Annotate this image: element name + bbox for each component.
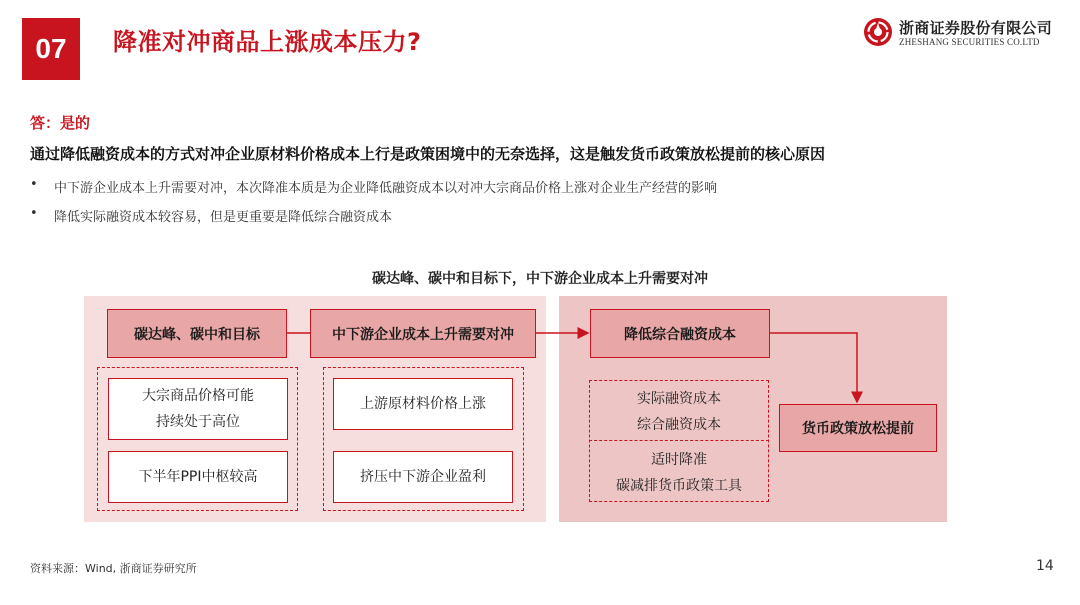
- reduce-financing-cost-box: 降低综合融资成本: [590, 309, 770, 358]
- total-financing-cost-text: 综合融资成本: [637, 417, 721, 433]
- profit-squeeze-text: 挤压中下游企业盈利: [360, 469, 486, 485]
- cost-rise-box: 中下游企业成本上升需要对冲: [310, 309, 536, 358]
- financing-cost-list: [589, 386, 769, 438]
- bullet-item: [30, 206, 392, 225]
- company-name-en: ZHESHANG SECURITIES CO.LTD: [899, 37, 1040, 47]
- carbon-goal-box: 碳达峰、碳中和目标: [107, 309, 287, 358]
- zheshang-logo-icon: [863, 17, 893, 47]
- diagram-title: 碳达峰、碳中和目标下，中下游企业成本上升需要对冲: [372, 271, 708, 287]
- page-number: 14: [1036, 558, 1054, 574]
- monetary-easing-box: 货币政策放松提前: [779, 404, 937, 452]
- bullet-text: 降低实际融资成本较容易，但是更重要是降低综合融资成本: [54, 210, 393, 225]
- raw-material-text: 上游原材料价格上涨: [360, 396, 486, 412]
- section-number-badge: 07: [22, 18, 80, 80]
- ppi-text: 下半年PPI中枢较高: [138, 469, 258, 485]
- headline-text: 通过降低融资成本的方式对冲企业原材料价格成本上行是政策困境中的无奈选择，这是触发货币政策放松提前的核心原因: [30, 145, 826, 163]
- commodity-price-line2: 持续处于高位: [156, 414, 240, 430]
- bullet-dot: •: [30, 206, 38, 221]
- commodity-price-line1: 大宗商品价格可能: [142, 388, 254, 404]
- ppi-box: [108, 451, 288, 503]
- raw-material-box: [333, 378, 513, 430]
- source-note: 资料来源：Wind, 浙商证券研究所: [30, 562, 197, 575]
- page-title: 降准对冲商品上涨成本压力?: [113, 28, 422, 56]
- rrr-cut-text: 适时降准: [651, 452, 707, 468]
- company-name-cn: 浙商证券股份有限公司: [899, 19, 1053, 37]
- policy-tools-list: [589, 447, 769, 499]
- bullet-dot: •: [30, 177, 38, 192]
- financing-divider: [589, 440, 769, 441]
- answer-text: 答：是的: [30, 114, 91, 132]
- commodity-price-box: [108, 378, 288, 440]
- carbon-tool-text: 碳减排货币政策工具: [616, 478, 742, 494]
- profit-squeeze-box: [333, 451, 513, 503]
- real-financing-cost-text: 实际融资成本: [637, 391, 721, 407]
- bullet-text: 中下游企业成本上升需要对冲，本次降准本质是为企业降低融资成本以对冲大宗商品价格上涨对企业生产经营的影响: [54, 181, 718, 196]
- bullet-item: [30, 177, 717, 196]
